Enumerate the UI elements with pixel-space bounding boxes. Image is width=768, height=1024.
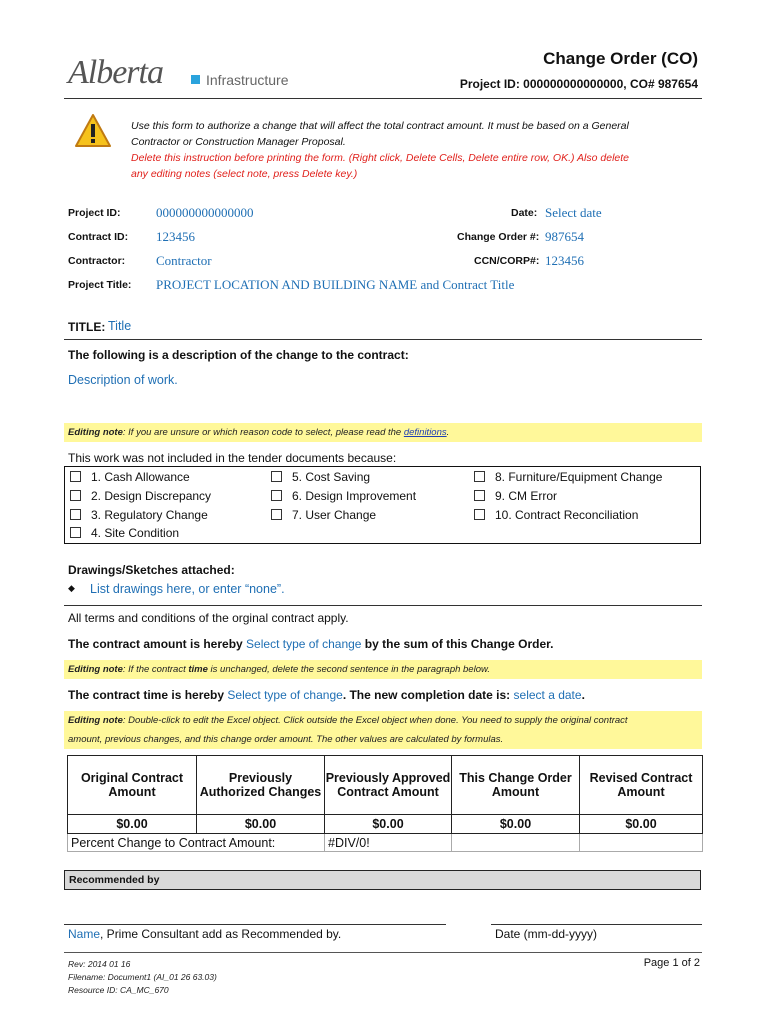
date-label: Date:: [511, 207, 538, 219]
completion-date-picker[interactable]: select a date: [513, 688, 582, 702]
date-picker[interactable]: Select date: [545, 205, 602, 220]
contract-amount-table[interactable]: [67, 755, 703, 852]
header-rule: [64, 98, 702, 99]
signature-name-field[interactable]: Name, Prime Consultant add as Recommended by.: [68, 927, 342, 941]
footer-rule: [64, 952, 702, 953]
instruction-text: Use this form to authorize a change that will affect the total contract amount. It must be based on a General Contractor or Construction Manager Proposal. Delete this instruction before printing the form. (Right click, Delete Cells, Delete entire row, OK.) Also delete any editing notes (select note, press Delete key.): [131, 120, 629, 180]
recommended-by-bar: Recommended by: [64, 870, 701, 890]
checkbox-icon: [70, 509, 81, 520]
project-title-label: Project Title:: [68, 279, 132, 291]
reason-code-box: [64, 466, 701, 544]
checkbox-icon: [474, 471, 485, 482]
definitions-link[interactable]: definitions: [403, 427, 447, 438]
page-number: Page 1 of 2: [643, 957, 700, 969]
checkbox-icon: [70, 490, 81, 501]
warning-icon: [74, 113, 112, 152]
checkbox-icon: [271, 490, 282, 501]
editing-note-reason: Editing note: If you are unsure or which reason code to select, please read the definitions.: [64, 423, 702, 442]
reason-checkbox[interactable]: 7. User Change: [271, 508, 376, 522]
contractor-label: Contractor:: [68, 255, 126, 267]
logo-square-icon: [191, 75, 200, 84]
percent-change-label: Percent Change to Contract Amount:: [68, 834, 325, 852]
reason-checkbox[interactable]: 9. CM Error: [474, 489, 557, 503]
empty-cell: [452, 834, 580, 852]
header-previously-authorized: Previously Authorized Changes: [197, 756, 325, 815]
alberta-logo: [68, 54, 308, 96]
description-heading: The following is a description of the change to the contract:: [68, 348, 409, 362]
editing-note-time: Editing note: If the contract time is unchanged, delete the second sentence in the paragraph below.: [64, 660, 702, 679]
contractor-field[interactable]: Contractor: [156, 253, 212, 268]
signature-date-field[interactable]: Date (mm-dd-yyyy): [495, 927, 598, 941]
checkbox-icon: [271, 471, 282, 482]
ccn-label: CCN/CORP#:: [474, 255, 540, 267]
amount-cell[interactable]: $0.00: [197, 815, 325, 834]
logo-department: Infrastructure: [206, 72, 289, 88]
amount-cell[interactable]: $0.00: [68, 815, 197, 834]
logo-wordmark: Alberta: [68, 54, 163, 91]
description-field[interactable]: Description of work.: [68, 373, 178, 387]
drawings-rule: [64, 605, 702, 606]
change-order-label: Change Order #:: [457, 231, 540, 243]
header-project-line: Project ID: 000000000000000, CO# 987654: [459, 77, 698, 91]
reason-checkbox[interactable]: 2. Design Discrepancy: [70, 489, 211, 503]
title-field[interactable]: Title: [108, 319, 132, 333]
editing-note-excel: Editing note: Double-click to edit the Excel object. Click outside the Excel object when done. You need to supply the original contract amount, previous changes, and this change order amount. The other values are calculated by formulas.: [64, 711, 702, 749]
header-original-contract: Original Contract Amount: [68, 756, 197, 815]
reasons-heading: This work was not included in the tender documents because:: [68, 451, 397, 465]
time-sentence: The contract time is hereby Select type of change. The new completion date is: select a date.: [68, 688, 585, 702]
checkbox-icon: [70, 527, 81, 538]
reason-checkbox[interactable]: 8. Furniture/Equipment Change: [474, 470, 662, 484]
reason-checkbox[interactable]: 5. Cost Saving: [271, 470, 370, 484]
checkbox-icon: [271, 509, 282, 520]
project-title-field[interactable]: PROJECT LOCATION AND BUILDING NAME and Contract Title: [156, 277, 515, 292]
title-rule: [64, 339, 702, 340]
contract-id-field[interactable]: 123456: [156, 229, 195, 244]
amount-cell[interactable]: $0.00: [452, 815, 580, 834]
footer-rev: Rev: 2014 01 16: [68, 959, 131, 969]
time-change-type-dropdown[interactable]: Select type of change: [227, 688, 343, 702]
reason-checkbox[interactable]: 10. Contract Reconciliation: [474, 508, 638, 522]
footer-resource-id: Resource ID: CA_MC_670: [68, 985, 169, 995]
signature-line: [64, 924, 446, 925]
header-previously-approved: Previously Approved Contract Amount: [325, 756, 452, 815]
date-signature-line: [491, 924, 702, 925]
amount-change-type-dropdown[interactable]: Select type of change: [246, 637, 362, 651]
bullet-icon: ◆: [68, 583, 75, 593]
empty-cell: [580, 834, 703, 852]
amount-cell[interactable]: $0.00: [325, 815, 452, 834]
drawings-heading: Drawings/Sketches attached:: [68, 563, 235, 577]
project-id-label: Project ID:: [68, 207, 121, 219]
header-this-change-order: This Change Order Amount: [452, 756, 580, 815]
header-revised-contract: Revised Contract Amount: [580, 756, 703, 815]
project-id-field[interactable]: 000000000000000: [156, 205, 254, 220]
amount-cell[interactable]: $0.00: [580, 815, 703, 834]
title-label: TITLE:: [68, 320, 106, 334]
checkbox-icon: [474, 490, 485, 501]
reason-checkbox[interactable]: 4. Site Condition: [70, 526, 179, 540]
checkbox-icon: [474, 509, 485, 520]
amount-sentence: The contract amount is hereby Select type of change by the sum of this Change Order.: [68, 637, 554, 651]
form-title: Change Order (CO): [543, 49, 698, 68]
terms-text: All terms and conditions of the orginal contract apply.: [68, 611, 349, 625]
reason-checkbox[interactable]: 1. Cash Allowance: [70, 470, 190, 484]
ccn-field[interactable]: 123456: [545, 253, 584, 268]
percent-change-value: #DIV/0!: [325, 834, 452, 852]
checkbox-icon: [70, 471, 81, 482]
drawings-list-field[interactable]: List drawings here, or enter “none”.: [90, 582, 285, 596]
reason-checkbox[interactable]: 6. Design Improvement: [271, 489, 416, 503]
reason-checkbox[interactable]: 3. Regulatory Change: [70, 508, 208, 522]
change-order-field[interactable]: 987654: [545, 229, 584, 244]
contract-id-label: Contract ID:: [68, 231, 129, 243]
footer-filename: Filename: Document1 (AI_01 26 63.03): [68, 972, 217, 982]
